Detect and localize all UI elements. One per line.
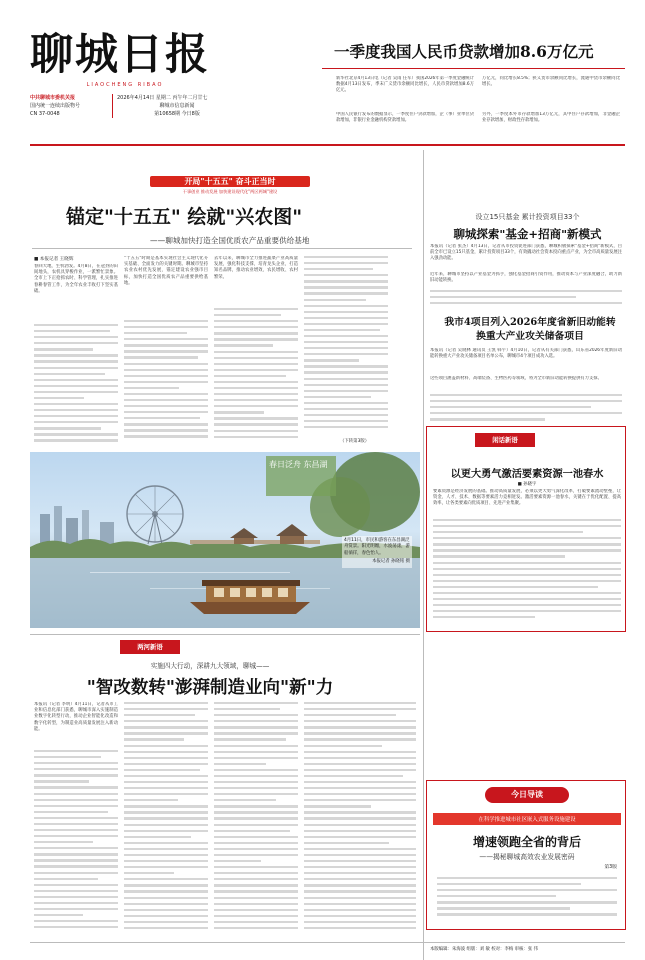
masthead-info-left [30, 94, 110, 118]
lead-subtitle: ——聊城加快打造全国优质农产品重要供给基地 [150, 236, 310, 245]
issn-label: 国内统一连续出版物号 [30, 103, 81, 109]
commentary-box [426, 426, 626, 632]
industry-label: 两河新语 [120, 640, 180, 654]
photo-caption-box [266, 456, 336, 496]
top-story-col1: 新华社北京4月13日电（记者 吴雨 任军）我国2026年第一季度金融统计数据4月13日发布，季末广义货币余额同比增长，人民币贷款增加8.6万亿元。 [336, 76, 474, 94]
lead-rule [32, 248, 412, 249]
industry-col2-text [124, 702, 208, 940]
commentary-text: 要素资源是经济发展的基础。推动高质量发展，必须以更大勇气深化改革，打破要素流动壁垒，让资金、人才、技术、数据等要素活力竞相迸发。激活要素资源一池春水，关键在于优化配置、提高效率，让各类要素向优质项目、先进产业集聚。 [433, 489, 621, 507]
masthead-title: 聊城日报 [30, 30, 210, 80]
commentary-headline: 以更大勇气激活要素资源一池春水 [450, 468, 604, 480]
lead-para2: "十五五"时期是基本实现社会主义现代化夯实基础、全面发力的关键时期。聊城市坚持农业农村优先发展，锚定建设农业强市目标，加快打造全国优质农产品重要供给基地。 [124, 256, 208, 286]
project-headline: 我市4项目列入2026年度省新旧动能转换重大产业攻关储备项目 [444, 317, 616, 342]
industry-headline: "智改数转"澎湃制造业向"新"力 [86, 678, 334, 698]
lead-col4-text [304, 256, 388, 436]
lead-headline: 锚定"十五五" 绘就"兴农图" [66, 206, 303, 228]
top-story-col4: 另外，一季度本外币存款增加13万亿元，其中住户存款增加，非金融企业存款增加，财政性存款增加。 [482, 112, 620, 124]
fund-more-text [430, 290, 622, 308]
industry-rule [30, 634, 420, 635]
today-guide-subtitle: ——揭秘聊城高效农业发展密码 [479, 853, 575, 861]
lead-para3: 去年以来，聊城市全力推进蔬菜产业高质量发展，强化科技支撑，培育龙头企业，打造知名品牌，推动农业增效、农民增收、农村繁荣。 [214, 256, 298, 280]
lead-col2-text [124, 320, 208, 444]
top-story-rule [322, 68, 625, 69]
photo-credit: 本报记者 孙晓铭 摄 [372, 559, 410, 565]
photo-caption: 4月11日，市民和游客在东昌湖泛舟赏景。阳光明媚，水波荡漾，游船徜徉，春色怡人。 [344, 538, 410, 556]
industry-col4-text [304, 702, 416, 940]
banner-label: 开局"十五五" 奋斗正当时 [150, 176, 310, 187]
lead-continue: （下转第3版） [340, 439, 370, 444]
footer-rule [30, 942, 625, 943]
top-story-headline: 一季度我国人民币贷款增加8.6万亿元 [334, 42, 594, 61]
lead-byline: ■ 本报记者 王晓辉 [34, 257, 74, 262]
today-guide-kicker: 在科学推进城市社区嵌入式服务设施建设 [433, 813, 621, 825]
commentary-label: 闲话新语 [475, 433, 535, 447]
website: 聊城市信息新闻 [159, 103, 195, 109]
today-guide-page[interactable]: 第3版 [604, 865, 617, 870]
fund-headline: 聊城探索"基金+招商"新模式 [453, 227, 602, 241]
fund-text2: 近年来，聊城市坚持以产业基金为抓手，强化基金招商引资作用，推动资本与产业深度融合，助力新旧动能转换。 [430, 272, 622, 284]
issue-date: 2026年4月14日 星期二 丙午年二月廿七 [117, 95, 208, 101]
project-text2: 这些项目涵盖新材料、高端装备、生物医药等领域，将为全市新旧动能转换提供有力支撑。 [430, 376, 602, 381]
masthead-info-right [112, 94, 237, 118]
today-guide-more-text [437, 877, 617, 923]
vertical-divider [423, 150, 424, 960]
project-more-text [430, 394, 622, 424]
photo-caption-title: 春日泛舟 东昌湖 [269, 460, 328, 469]
photo-east-lake [30, 452, 420, 628]
lead-col3-text [214, 308, 298, 444]
commentary-more-text [433, 519, 621, 627]
today-guide-label: 今日导读 [485, 787, 569, 803]
issue-number: 第10658期 今日8版 [154, 111, 200, 117]
industry-kicker: 实施四大行动，深耕九大领域，聊城—— [150, 662, 270, 670]
footer-credits: 本版编辑：朱海波 组版：刘 敏 校对：李梅 审核：张 伟 [430, 947, 538, 952]
today-guide-headline: 增速领跑全省的背后 [472, 835, 581, 849]
banner-sub: 干事创业 推动发展 加快建设现代化"两区两城"建设 [182, 189, 278, 194]
top-story-col3: 中国人民银行发布的数据显示，一季度住户贷款增加，企（事）业单位贷款增加，非银行业金融机构贷款增加。 [336, 112, 474, 124]
commentary-byline: ■ 孙晓宇 [517, 482, 537, 487]
project-text: 本报讯（记者 吴晓林 通讯员 王凯 韩宇）4月10日，记者从有关部门获悉，山东省2026年度新旧动能转换重大产业攻关储备项目名单公布，聊城市4个项目成功入选。 [430, 348, 622, 360]
industry-text: 本报讯（记者 李明）4月11日，记者从市工业和信息化部门获悉，聊城市深入实施制造业数字化转型行动，推动企业智能化改造和数字化转型，为制造业高质量发展注入新动能。 [34, 702, 118, 732]
photo-caption-body [342, 536, 412, 568]
fund-kicker: 设立15只基金 累计投资项目33个 [475, 213, 580, 221]
top-story-col2: 万亿元，同比增长8.5%；狭义货币余额同比增长，流通中货币余额同比增长。 [482, 76, 620, 88]
lead-para1: 春回大地，生机勃发。4月8日，在冠县的田间地头，农机具穿梭作业，一派繁忙景象。全市上下正抢抓农时、科学管理，扎实推进春耕春管工作，为全年农业丰收打下坚实基础。 [34, 264, 118, 294]
today-guide [426, 780, 626, 930]
sponsor: 中共聊城市委机关报 [30, 95, 76, 101]
masthead-pinyin: LIAOCHENG RIBAO [86, 82, 164, 88]
fund-text: 本报讯（记者 张杰）4月13日，记者从市投资促进部门获悉，聊城积极探索"基金+招商"新模式，目前全市已设立15只基金，累计投资项目33个，有效撬动社会资本投向重点产业，为全市高质量发展注入强劲动能。 [430, 244, 622, 262]
issn: CN 37-0048 [30, 111, 60, 117]
masthead-rule [30, 144, 625, 146]
banner [150, 176, 310, 198]
lead-col1-text [34, 324, 118, 444]
industry-col3-text [214, 702, 298, 940]
industry-col1-text [34, 750, 118, 940]
